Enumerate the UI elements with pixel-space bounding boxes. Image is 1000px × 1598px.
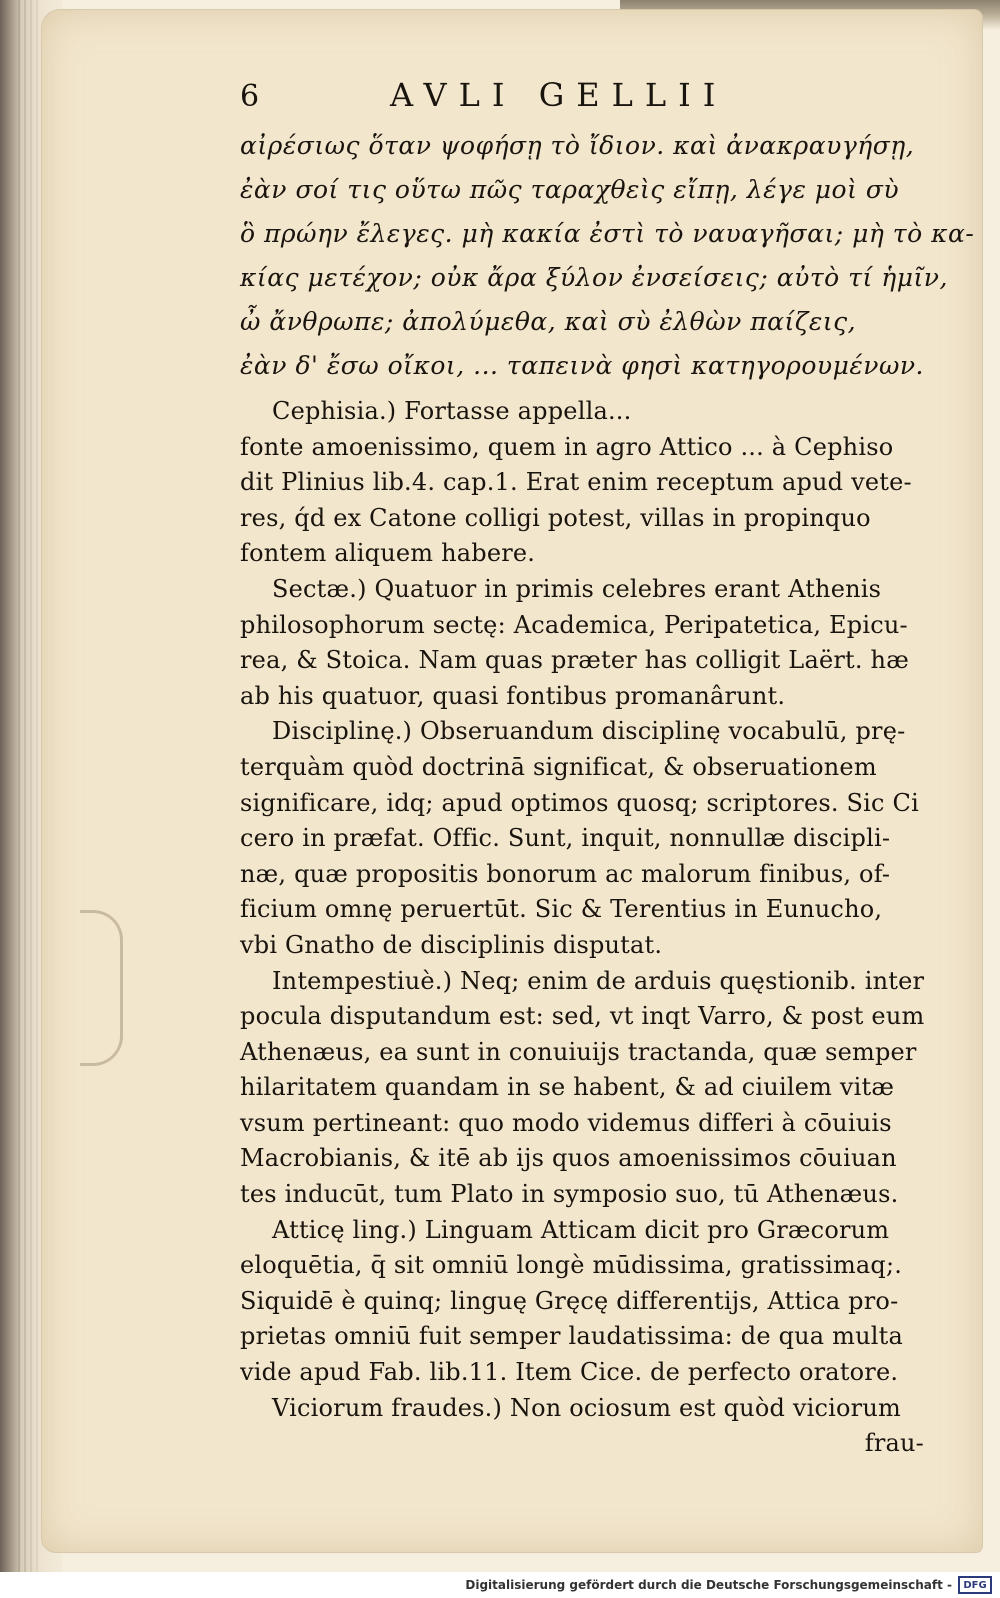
greek-line: κίας μετέχον; οὐκ ἄρα ξύλον ἐνσείσεις; αὐτὸ τί ἡμῖν, xyxy=(240,263,948,292)
greek-line: ὃ πρώην ἔλεγες. μὴ κακία ἐστὶ τὸ ναυαγῆσαι; μὴ τὸ κα- xyxy=(240,219,975,248)
latin-line: rea, & Stoica. Nam quas præter has colligit Laërt. hæ xyxy=(240,646,909,675)
latin-line: cero in præfat. Offic. Sunt, inquit, nonnullæ discipli- xyxy=(240,824,891,853)
latin-line: Viciorum fraudes.) Non ociosum est quòd viciorum xyxy=(272,1393,901,1422)
greek-line: ἐὰν σοί τις οὕτω πῶς ταραχθεὶς εἴπῃ, λέγε μοὶ σὺ xyxy=(240,175,900,204)
latin-line: Intempestiuè.) Neq; enim de arduis quęstionib. inter xyxy=(272,966,925,995)
latin-line: fontem aliquem habere. xyxy=(240,539,536,568)
latin-line: Atticę ling.) Linguam Atticam dicit pro Græcorum xyxy=(272,1215,890,1244)
latin-line: significare, idq; apud optimos quosq; scriptores. Sic Ci xyxy=(240,788,919,817)
page-number: 6 xyxy=(240,79,261,114)
latin-line: dit Plinius lib.4. cap.1. Erat enim receptum apud vete- xyxy=(240,468,912,497)
digitization-footer xyxy=(0,1572,1000,1598)
latin-line: Athenæus, ea sunt in conuiuijs tractanda, quæ semper xyxy=(240,1037,917,1066)
greek-line: ἐὰν δ' ἔσω οἴκοι, ... ταπεινὰ φησὶ κατηγορουμένων. xyxy=(240,351,925,380)
latin-line: eloquētia, q̄ sit omniū longè mūdissima, gratissimaq;. xyxy=(240,1251,903,1280)
latin-line: vbi Gnatho de disciplinis disputat. xyxy=(240,930,663,959)
funding-credit: Digitalisierung gefördert durch die Deutsche Forschungsgemeinschaft - xyxy=(465,1578,952,1592)
page-text xyxy=(240,76,975,1462)
latin-line: prietas omniū fuit semper laudatissima: de qua multa xyxy=(240,1322,903,1351)
latin-line: vide apud Fab. lib.11. Item Cice. de perfecto oratore. xyxy=(240,1358,899,1387)
latin-line: fonte amoenissimo, quem in agro Attico ... à Cephiso xyxy=(240,432,894,461)
dfg-logo: DFG xyxy=(958,1576,992,1594)
latin-line: ab his quatuor, quasi fontibus promanârunt. xyxy=(240,681,786,710)
latin-line: Disciplinę.) Obseruandum disciplinę vocabulū, prę- xyxy=(272,717,906,746)
greek-quotation xyxy=(240,124,975,388)
latin-line: næ, quæ propositis bonorum ac malorum finibus, of- xyxy=(240,859,891,888)
latin-line: Macrobianis, & itē ab ijs quos amoenissimos cōuiuan xyxy=(240,1144,897,1173)
latin-line: pocula disputandum est: sed, vt inqt Varro, & post eum xyxy=(240,1002,925,1031)
catchword: frau- xyxy=(864,1429,924,1458)
latin-line: ficium omnę peruertūt. Sic & Terentius in Eunucho, xyxy=(240,895,883,924)
latin-line: Siquidē è quinq; linguę Gręcę differentijs, Attica pro- xyxy=(240,1286,899,1315)
latin-line: terquàm quòd doctrinā significat, & obseruationem xyxy=(240,752,877,781)
greek-line: αἰρέσιως ὅταν ψοφήσῃ τὸ ἴδιον. καὶ ἀνακραυγήσῃ, xyxy=(240,131,915,160)
latin-line: Cephisia.) Fortasse appella... xyxy=(272,397,632,425)
latin-line: Sectæ.) Quatuor in primis celebres erant Athenis xyxy=(272,574,882,603)
latin-line: hilaritatem quandam in se habent, & ad ciuilem vitæ xyxy=(240,1073,895,1102)
latin-line: philosophorum sectę: Academica, Peripatetica, Epicu- xyxy=(240,610,908,639)
greek-line: ὦ ἄνθρωπε; ἀπολύμεθα, καὶ σὺ ἐλθὼν παίζεις, xyxy=(240,307,857,336)
latin-line: tes inducūt, tum Plato in symposio suo, tū Athenæus. xyxy=(240,1180,899,1209)
latin-line: vsum pertineant: quo modo videmus differi à cōuiuis xyxy=(240,1108,892,1137)
running-head xyxy=(240,78,930,118)
latin-line: res, q́d ex Catone colligi potest, villas in propinquo xyxy=(240,503,871,532)
running-head-title: AVLI GELLII xyxy=(390,76,728,114)
latin-commentary xyxy=(240,394,930,1462)
page-fold-mark xyxy=(80,910,123,1066)
